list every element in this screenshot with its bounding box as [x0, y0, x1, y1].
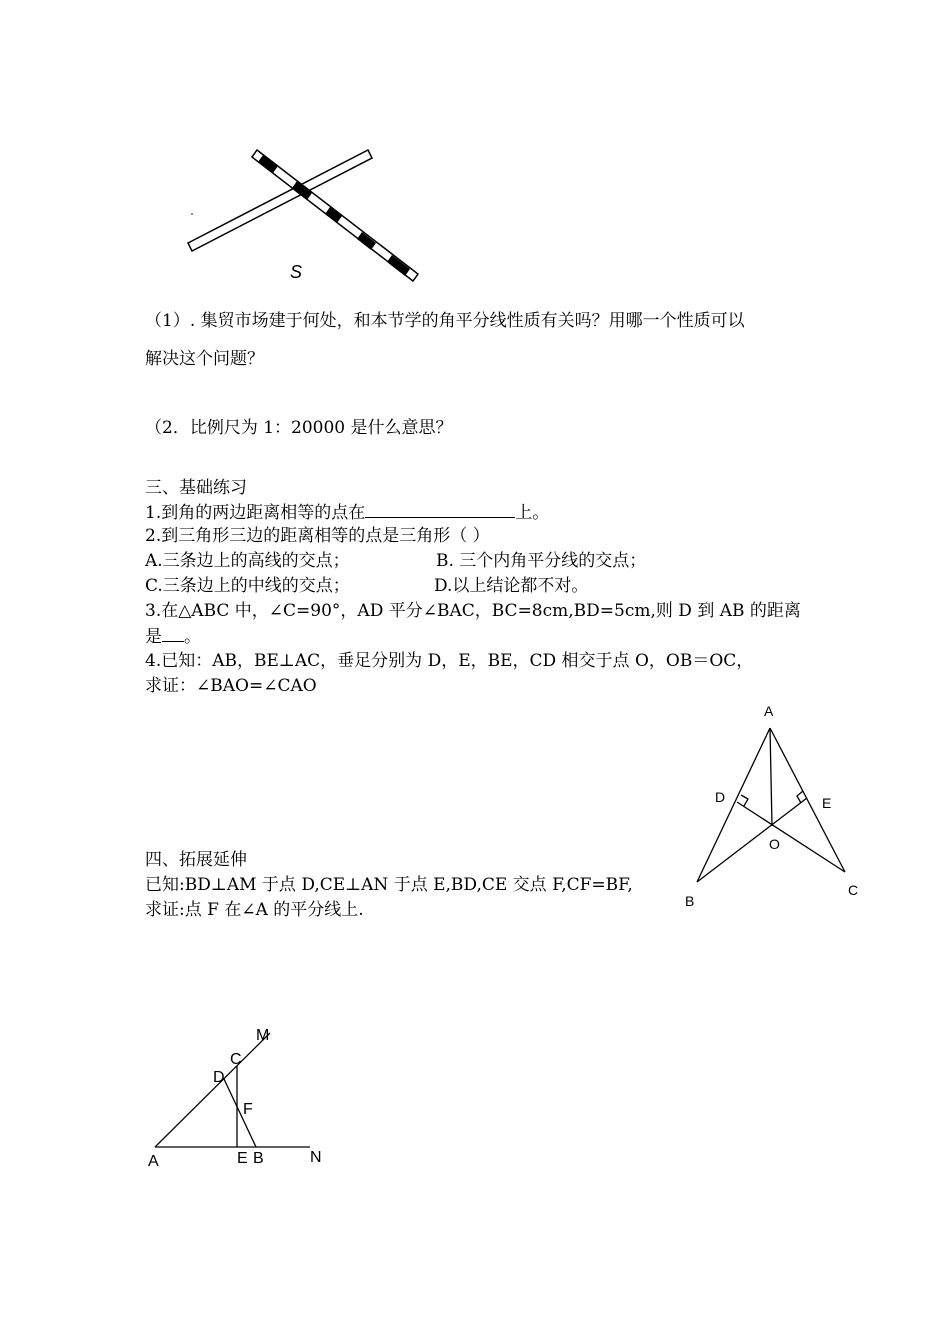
option-d: D.以上结论都不对。: [434, 576, 589, 596]
label-o: O: [769, 836, 780, 852]
option-a: A.三条边上的高线的交点；: [145, 551, 350, 571]
road-plain: [188, 150, 372, 251]
label-b2: B: [253, 1150, 264, 1167]
right-angle-d: [741, 795, 748, 806]
exercise-3-suffix: 。: [184, 627, 201, 647]
section-4-prove: 求证:点 F 在∠A 的平分线上.: [145, 900, 364, 920]
exercise-1-suffix: 上。: [515, 503, 550, 523]
question-1-line-1: （1）. 集贸市场建于何处，和本节学的角平分线性质有关吗？用哪一个性质可以: [145, 311, 745, 331]
exercise-3-prefix: 是: [145, 627, 162, 647]
exercise-1-blank[interactable]: [365, 501, 515, 518]
segment-be: [697, 798, 807, 882]
exercise-3-blank[interactable]: [162, 625, 184, 642]
label-c: C: [848, 882, 859, 898]
section-4-heading: 四、拓展延伸: [145, 850, 247, 870]
label-d: D: [715, 789, 726, 805]
label-b: B: [685, 893, 695, 909]
label-a2: A: [148, 1153, 159, 1170]
segment-ao: [770, 728, 772, 826]
side-ab: [697, 728, 770, 882]
label-c2: C: [230, 1051, 242, 1068]
exercise-2: 2.到三角形三边的距离相等的点是三角形（ ）: [145, 526, 490, 546]
roads-figure: [180, 140, 430, 290]
label-e2: E: [237, 1150, 248, 1167]
side-ac: [770, 728, 845, 872]
label-m: M: [256, 1027, 270, 1044]
exercise-4-line-1: 4.已知：AB，BE⊥AC，垂足分别为 D，E，BE，CD 相交于点 O，OB＝OC，: [145, 651, 754, 671]
section-3-heading: 三、基础练习: [145, 478, 247, 498]
point-s-label: S: [290, 262, 303, 282]
triangle-figure: [680, 700, 870, 915]
option-c: C.三条边上的中线的交点；: [145, 576, 350, 596]
exercise-4-line-2: 求证：∠BAO=∠CAO: [145, 676, 317, 696]
segment-cd: [737, 802, 845, 872]
section-4-given: 已知:BD⊥AM 于点 D,CE⊥AN 于点 E,BD,CE 交点 F,CF=BF,: [145, 875, 633, 895]
exercise-1: [145, 501, 549, 524]
label-n: N: [310, 1149, 322, 1166]
exercise-3-line-1: 3.在△ABC 中，∠C=90°，AD 平分∠BAC，BC=8cm,BD=5cm,则 D 到 AB 的距离: [145, 601, 801, 621]
angle-figure: [140, 1020, 340, 1170]
exercise-3-line-2: [145, 625, 201, 648]
label-d2: D: [213, 1069, 225, 1086]
option-b: B. 三个内角平分线的交点；: [436, 551, 647, 571]
label-e: E: [822, 795, 832, 811]
label-f: F: [243, 1101, 253, 1118]
label-a: A: [764, 703, 774, 719]
exercise-1-prefix: 1.到角的两边距离相等的点在: [145, 503, 366, 523]
question-2: （2．比例尺为 1：20000 是什么意思？: [145, 418, 453, 438]
question-1-line-2: 解决这个问题？: [145, 349, 264, 369]
ray-am: [155, 1033, 270, 1147]
